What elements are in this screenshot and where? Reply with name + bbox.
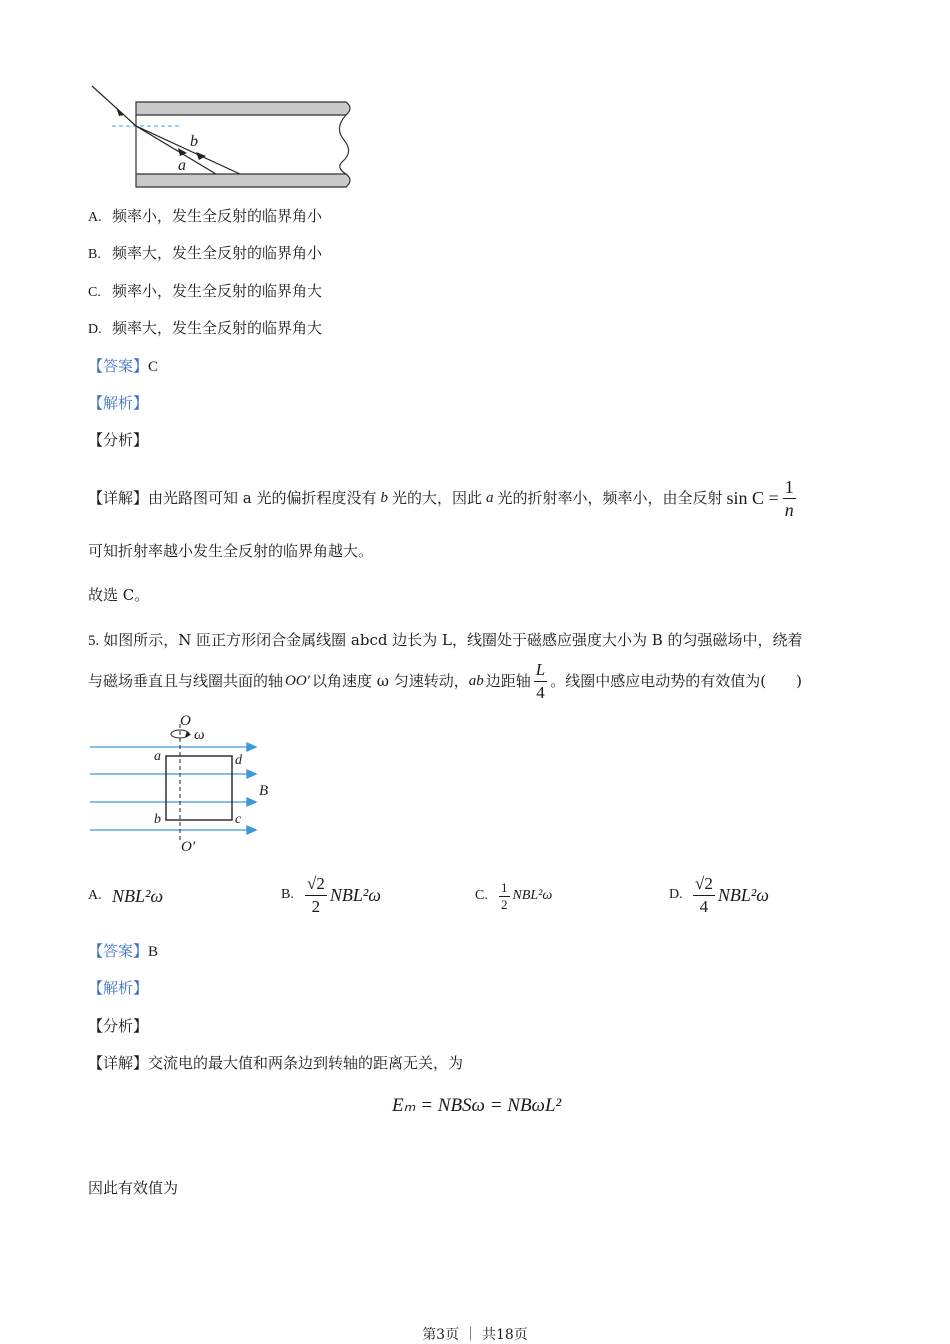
q5-option-d: D. $\frac{√2}{4}$ NBL²ω — [669, 873, 769, 916]
q5-stem-line2: 与磁场垂直且与线圈共面的轴 OO′ 以角速度 ω 匀速转动， ab 边距轴 $\frac{L}{4}$ 。线圈中感应电动势的有效值为( ) — [88, 659, 802, 702]
q5-option-a: A. NBL²ω — [88, 885, 164, 906]
q4-option-d: D. 频率大，发生全反射的临界角大 — [88, 319, 323, 337]
q4-option-b: B. 频率大，发生全反射的临界角小 — [88, 244, 323, 262]
label-O: O — [180, 713, 191, 729]
q4-conclusion: 故选 C。 — [88, 586, 150, 604]
coil-diagram — [86, 712, 286, 854]
q5-answer: 【答案】B — [88, 942, 159, 960]
q4-analysis-tag: 【解析】 — [88, 394, 149, 412]
label-c: c — [235, 812, 242, 827]
fiber-diagram — [88, 82, 358, 192]
q4-option-c: C. 频率小，发生全反射的临界角大 — [88, 282, 323, 300]
q4-detail: 【详解】 由光路图可知 a 光的偏折程度没有 b 光的大，因此 a 光的折射率小，频率小，由全反射 sin C = $\frac{1}{n}$ — [88, 476, 794, 520]
q4-answer: 【答案】C — [88, 357, 159, 375]
emf-equation: Eₘ = NBSω = NBωL² — [392, 1095, 562, 1116]
q5-fenxi-tag: 【分析】 — [88, 1017, 149, 1035]
q5-option-b: B. $\frac{√2}{2}$ NBL²ω — [281, 873, 381, 916]
label-omega: ω — [194, 727, 205, 743]
distance-fraction: $\frac{L}{4}$ — [535, 659, 546, 702]
formula-fraction: $\frac{1}{n}$ — [784, 476, 794, 520]
q5-stem-line1: 5. 如图所示，N 匝正方形闭合金属线圈 abcd 边长为 L，线圈处于磁感应强度大小为 B 的匀强磁场中，绕着 — [88, 631, 803, 649]
total-reflection-formula: sin C = — [726, 488, 779, 508]
label-d: d — [235, 753, 242, 768]
label-b: b — [154, 812, 161, 827]
q5-option-c: C. $\frac{1}{2}$ NBL²ω — [475, 879, 553, 912]
label-B: B — [259, 783, 269, 799]
q4-fenxi-tag: 【分析】 — [88, 431, 149, 449]
q5-analysis-tag: 【解析】 — [88, 979, 149, 997]
label-a: a — [154, 749, 161, 764]
label-O-prime: O′ — [181, 839, 196, 854]
q4-option-a: A. 频率小，发生全反射的临界角小 — [88, 207, 323, 225]
page-footer: 第3页 ｜ 共18页 — [422, 1327, 528, 1343]
label-a: a — [178, 157, 186, 174]
q4-detail-line2: 可知折射率越小发生全反射的临界角越大。 — [88, 542, 374, 560]
label-b: b — [190, 133, 198, 150]
q5-tail: 因此有效值为 — [88, 1179, 179, 1197]
q5-detail: 【详解】交流电的最大值和两条边到转轴的距离无关，为 — [88, 1054, 464, 1072]
